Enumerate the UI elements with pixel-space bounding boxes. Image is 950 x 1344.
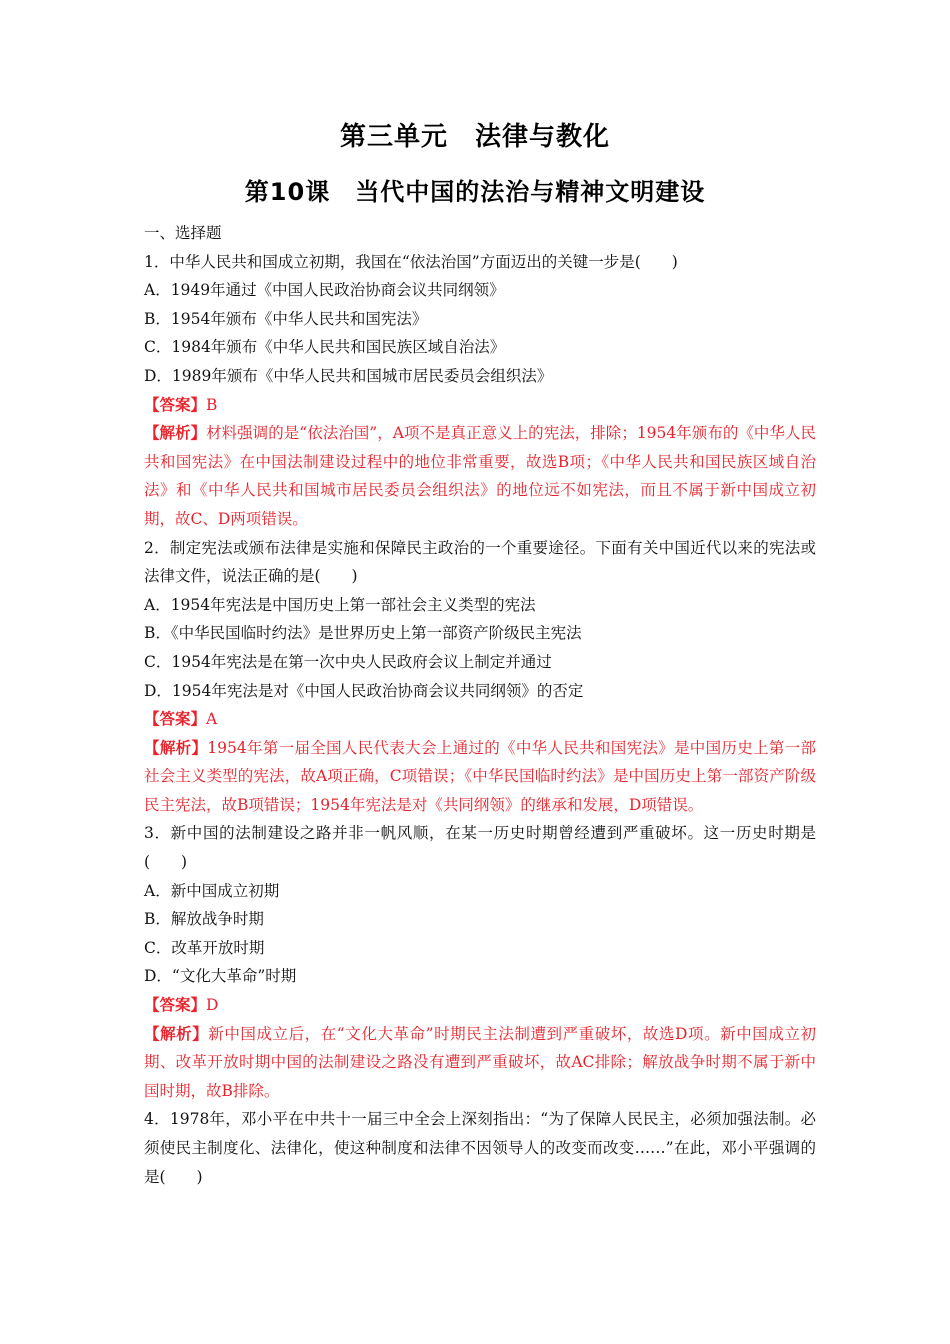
question-stem: 4．1978年，邓小平在中共十一届三中全会上深刻指出：“为了保障人民民主，必须加强法制。必须使民主制度化、法律化，使这种制度和法律不因领导人的改变而改变……”在此，邓小平强调的是( ) <box>144 1110 816 1186</box>
option-b: B．《中华民国临时约法》是世界历史上第一部资产阶级民主宪法 <box>144 624 582 643</box>
analysis-text: 新中国成立后，在“文化大革命”时期民主法制遭到严重破坏，故选D项。新中国成立初期、改革开放时期中国的法制建设之路没有遭到严重破坏，故AC排除；解放战争时期不属于新中国时期，故B排除。 <box>144 1024 816 1100</box>
answer-tag: 【答案】 <box>144 709 207 729</box>
question-block <box>144 819 816 1105</box>
section-heading: 一、选择题 <box>144 224 222 242</box>
answer-line <box>144 991 816 1020</box>
option-c: C．改革开放时期 <box>144 938 265 957</box>
analysis-paragraph <box>144 734 816 820</box>
option-c: C．1954年宪法是在第一次中央人民政府会议上制定并通过 <box>144 652 552 671</box>
question-stem: 1．中华人民共和国成立初期，我国在“依法治国”方面迈出的关键一步是( ) <box>144 252 678 271</box>
option-a: A．新中国成立初期 <box>144 881 280 900</box>
analysis-tag: 【解析】 <box>144 423 207 443</box>
answer-tag: 【答案】 <box>144 995 207 1015</box>
question-content <box>144 219 816 1191</box>
analysis-tag: 【解析】 <box>144 1023 209 1043</box>
option-b: B．解放战争时期 <box>144 910 264 929</box>
answer-tag: 【答案】 <box>144 394 207 414</box>
analysis-paragraph <box>144 1020 816 1106</box>
question-stem: 2．制定宪法或颁布法律是实施和保障民主政治的一个重要途径。下面有关中国近代以来的宪法或法律文件，说法正确的是( ) <box>144 538 816 586</box>
unit-title: 第三单元 法律与教化 <box>339 122 610 152</box>
analysis-tag: 【解析】 <box>144 737 208 757</box>
answer-line <box>144 391 816 420</box>
option-d: D．“文化大革命”时期 <box>144 967 297 986</box>
answer-value: D <box>206 996 219 1015</box>
answer-value: B <box>206 395 218 414</box>
option-a: A．1949年通过《中国人民政治协商会议共同纲领》 <box>144 281 505 300</box>
answer-line <box>144 705 816 734</box>
question-block <box>144 248 816 534</box>
option-b: B．1954年颁布《中华人民共和国宪法》 <box>144 309 428 328</box>
analysis-paragraph <box>144 419 816 533</box>
question-block <box>144 534 816 820</box>
answer-value: A <box>206 710 218 729</box>
option-c: C．1984年颁布《中华人民共和国民族区域自治法》 <box>144 338 506 357</box>
option-a: A．1954年宪法是中国历史上第一部社会主义类型的宪法 <box>144 595 536 614</box>
lesson-title: 第10课 当代中国的法治与精神文明建设 <box>244 178 706 206</box>
question-block <box>144 1105 816 1191</box>
question-stem: 3．新中国的法制建设之路并非一帆风顺，在某一历史时期曾经遭到严重破坏。这一历史时期是( ) <box>144 824 816 872</box>
analysis-text: 材料强调的是“依法治国”，A项不是真正意义上的宪法，排除；1954年颁布的《中华人民共和国宪法》在中国法制建设过程中的地位非常重要，故选B项；《中华人民共和国民族区域自治法》和《中华人民共和国城市居民委员会组织法》的地位远不如宪法，而且不属于新中国成立初期，故C、D两项错误。 <box>144 424 816 528</box>
option-d: D．1954年宪法是对《中国人民政治协商会议共同纲领》的否定 <box>144 681 584 700</box>
analysis-text: 1954年第一届全国人民代表大会上通过的《中华人民共和国宪法》是中国历史上第一部社会主义类型的宪法，故A项正确，C项错误；《中华民国临时约法》是中国历史上第一部资产阶级民主宪法，故B项错误；1954年宪法是对《共同纲领》的继承和发展，D项错误。 <box>144 738 816 814</box>
option-d: D．1989年颁布《中华人民共和国城市居民委员会组织法》 <box>144 366 553 385</box>
